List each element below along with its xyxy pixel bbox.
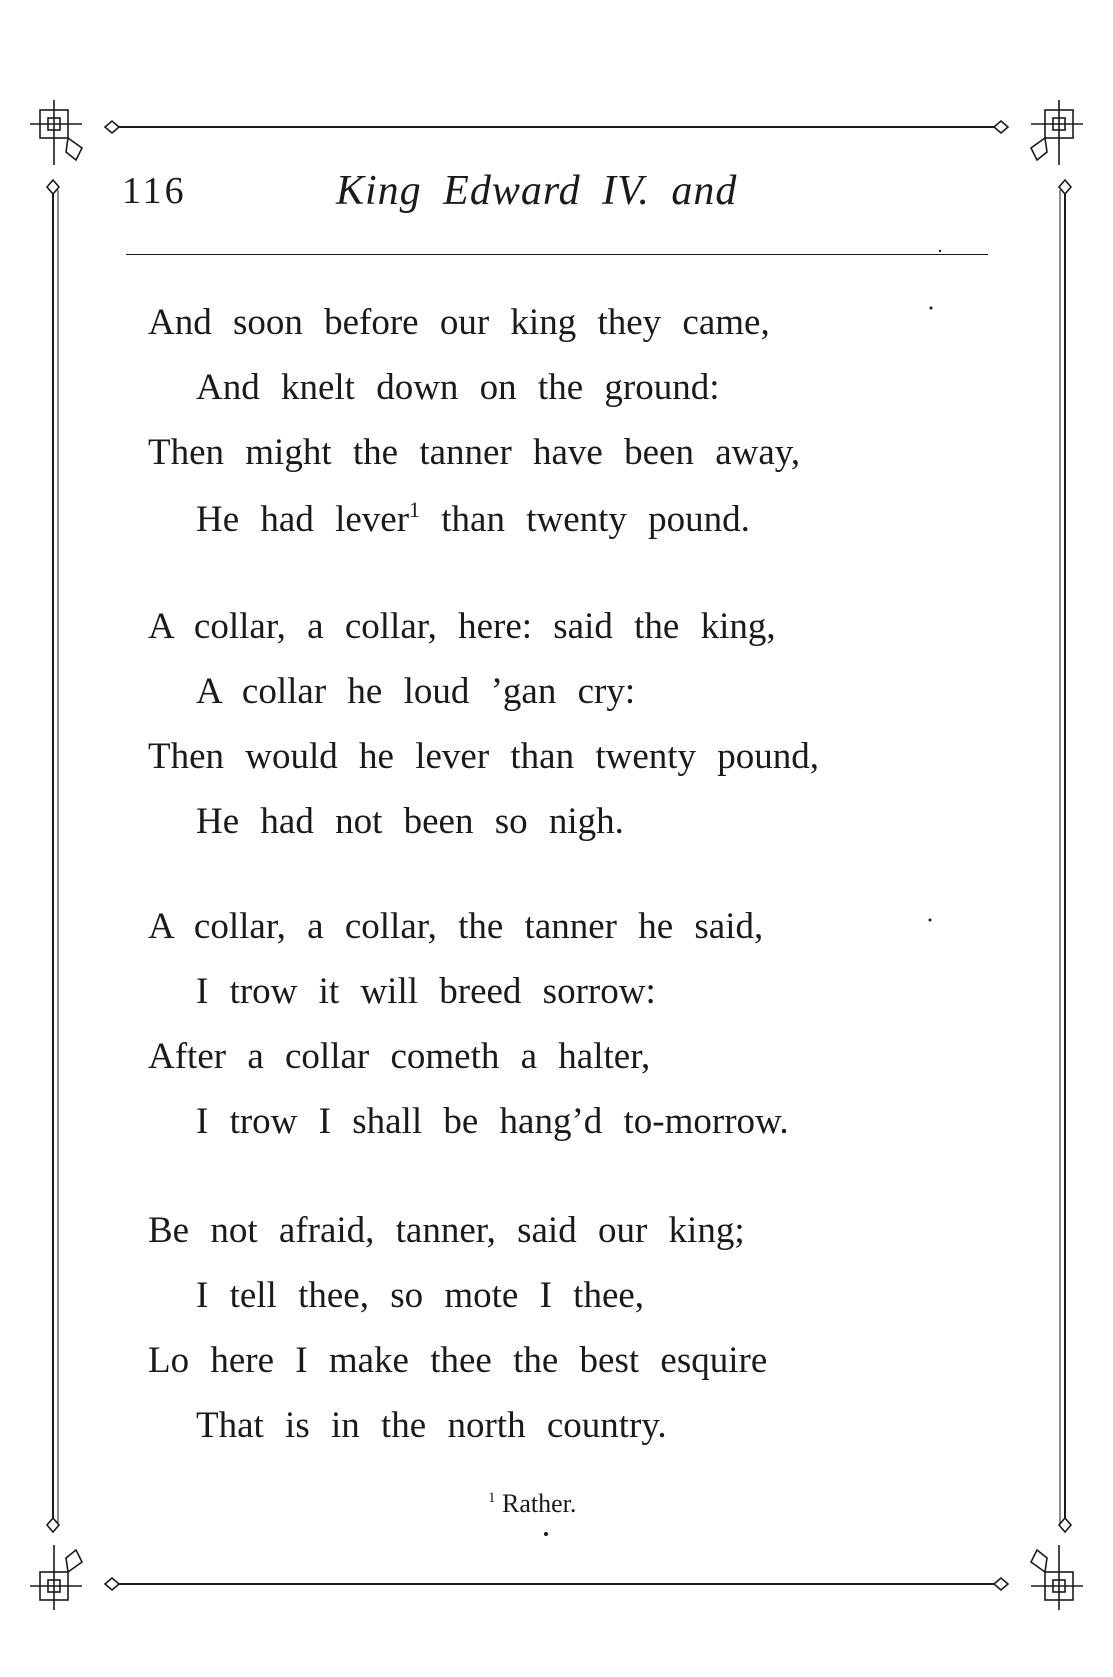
running-title: King Edward IV. and: [336, 168, 738, 214]
poem-line: Be not afraid, tanner, said our king;: [148, 1210, 745, 1251]
poem-line: Then might the tanner have been away,: [148, 432, 801, 473]
poem-line: [196, 499, 750, 538]
header-rule: [126, 254, 988, 255]
poem-line-text: He had lever: [196, 499, 410, 540]
page-number: 116: [122, 170, 187, 212]
poem-line: I trow it will breed sorrow:: [196, 971, 656, 1012]
corner-ornament-icon: [994, 1518, 1083, 1610]
poem-line: He had not been so nigh.: [196, 801, 624, 842]
footnote: [488, 1491, 576, 1517]
footnote-marker: 1: [488, 1490, 496, 1506]
corner-ornament-icon: [30, 1518, 119, 1610]
corner-ornament-icon: [994, 100, 1083, 194]
footnote-text: Rather.: [502, 1489, 577, 1518]
corner-ornament-icon: [30, 100, 119, 194]
poem-line: A collar, a collar, the tanner he said,: [148, 906, 764, 947]
poem-line: And knelt down on the ground:: [196, 367, 720, 408]
poem-line: A collar, a collar, here: said the king,: [148, 606, 776, 647]
poem-line: Lo here I make thee the best esquire: [148, 1340, 768, 1381]
poem-line: I trow I shall be hang’d to-morrow.: [196, 1101, 789, 1142]
poem-line: A collar he loud ’gan cry:: [196, 671, 636, 712]
poem-line: Then would he lever than twenty pound,: [148, 736, 820, 777]
poem-line: That is in the north country.: [196, 1405, 667, 1446]
poem-line: I tell thee, so mote I thee,: [196, 1275, 645, 1316]
poem-line: And soon before our king they came,: [148, 302, 770, 343]
footnote-marker: 1: [409, 497, 421, 522]
poem-line: After a collar cometh a halter,: [148, 1036, 651, 1077]
poem-line-text: than twenty pound.: [420, 499, 750, 540]
